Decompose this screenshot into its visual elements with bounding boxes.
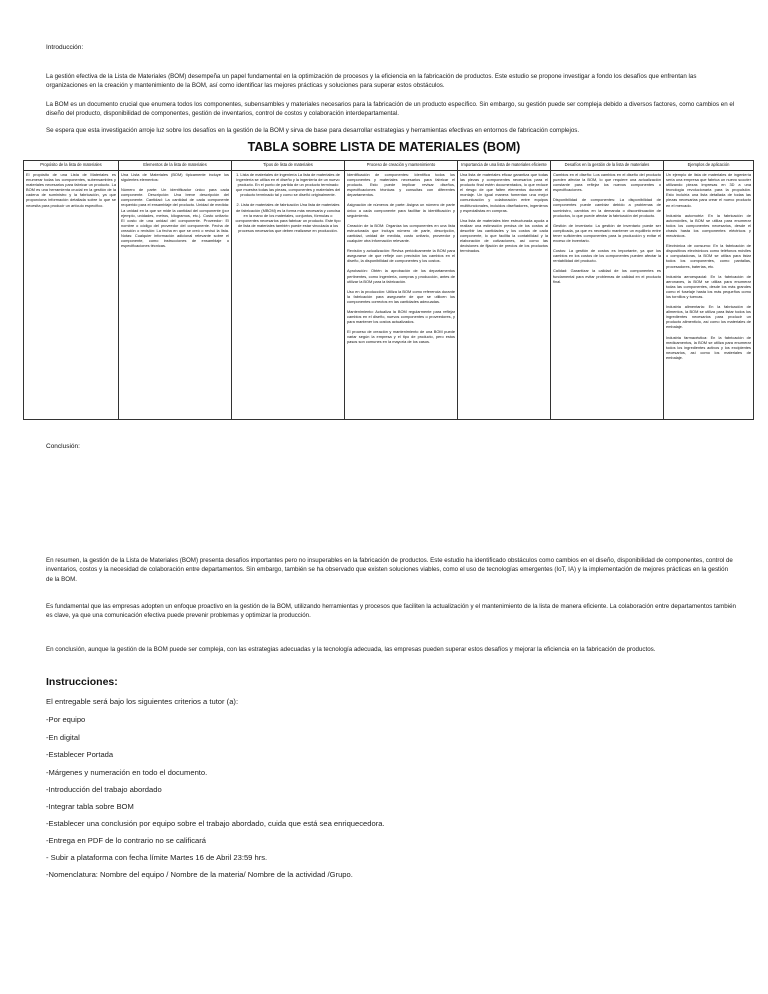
conclusion-paragraph-1: En resumen, la gestión de la Lista de Materiales (BOM) presenta desafíos importantes pero no insuperables en la fabricación de productos. Este estudio ha identificado obstáculos como cambios en el diseño, disponibilidad de componentes, control de inventarios, costos y la necesidad de colaboración entre departamentos. Sin embargo, también se ha observado que existen soluciones viables, como el uso de tecnologías emergentes (IoT, IA) y la implementación de mejores prácticas en la gestión de la BOM. <box>46 557 733 583</box>
cell-paragraph: Un ejemplo de lista de materiales de ingeniería sería una empresa que fabrica un nuevo scooter utilizando piezas impresas en 3D a una tecnología revolucionaria para la propulsión. Esto incluiría una lista detallada de todas las piezas necesarias para crear el nuevo producto en el mercado. <box>666 172 751 208</box>
cell-proposito <box>24 171 119 420</box>
conclusion-paragraph-2: Es fundamental que las empresas adopten un enfoque proactivo en la gestión de la BOM, utilizando herramientas y procesos que faciliten la actualización y el mantenimiento de la lista de manera eficiente. La colaboración entre departamentos también es clave, ya que una comunicación efectiva puede prevenir problemas y optimizar la producción. <box>46 603 736 620</box>
instruction-item: -En digital <box>46 733 80 742</box>
instruction-item: -Integrar tabla sobre BOM <box>46 802 134 811</box>
cell-paragraph: Una lista de materiales eficaz garantiza que todas las piezas y componentes necesarios para el producto final estén documentados, lo que reduce el riesgo de que falten elementos durante el montaje. Un igual manera fomentan una mejor comunicación y colaboración entre equipos multifuncionales, incluidos diseñadores, ingenieros y especialistas en compras. <box>460 172 548 213</box>
cell-tipos <box>232 171 345 420</box>
cell-paragraph: Uso en la producción: Utiliza la BOM como referencia durante la fabricación para asegurarte de que se utilicen los componentes correctos en las cantidades adecuadas. <box>347 288 455 304</box>
cell-paragraph: Industria automotriz: En la fabricación de automóviles, la BOM se utiliza para enumerar todos los componentes necesarios, desde el chasis hasta los componentes eléctricos y mecánicos. <box>666 212 751 239</box>
cell-desafios <box>551 171 664 420</box>
cell-paragraph: Creación de la BOM: Organiza los componentes en una lista estructurada que incluya número de parte, descripción, cantidad, unidad de medida, costo unitario, proveedor y cualquier otra información relevante. <box>347 222 455 244</box>
table-title: TABLA SOBRE LISTA DE MATERIALES (BOM) <box>247 140 521 154</box>
cell-paragraph: Identificación de componentes: Identifica todos los componentes y materiales necesarios para fabricar el producto. Esto puede implicar revisar diseños, especificaciones técnicas y consultas con diferentes departamentos. <box>347 172 455 198</box>
cell-paragraph: Industria farmacéutica: En la fabricación de medicamentos, la BOM se utiliza para enumerar todos los ingredientes activos y los excipientes necesarios, así como los materiales de embalaje. <box>666 334 751 360</box>
cell-paragraph: Número de parte: Un identificador único para cada componente. Descripción: Una breve descripción del componente. Cantidad: La cantidad de cada componente requerido para el ensamblaje del producto. Unidad de medida: La unidad en la que se mide la cantidad del componente (por ejemplo, unidades, metros, kilogramos, etc.). Costo unitario: El costo de una unidad del componente. Proveedor: El nombre o código del proveedor del componente. Fecha de creación o revisión: La fecha en que se creó o revisó la lista. Notas: Cualquier información adicional relevante sobre el componente, como instrucciones de ensamblaje o especificaciones técnicas. <box>121 187 229 249</box>
header-proceso: Proceso de creación y mantenimiento <box>345 161 458 171</box>
instruction-item: -Por equipo <box>46 715 86 724</box>
intro-label: Introducción: <box>46 44 84 51</box>
header-elementos: Elementos de la lista de materiales <box>119 161 232 171</box>
cell-importancia <box>458 171 551 420</box>
header-desafios: Desafíos en la gestión de la lista de materiales <box>551 161 664 171</box>
instruction-item: -Entrega en PDF de lo contrario no se calificará <box>46 836 206 845</box>
header-proposito: Propósito de la lista de materiales <box>24 161 119 171</box>
header-tipos: Tipos de lista de materiales <box>232 161 345 171</box>
cell-paragraph: El proceso de creación y mantenimiento de una BOM puede variar según la empresa y el tipo de producto, pero estos pasos son comunes en la mayoría de los casos. <box>347 329 455 345</box>
table-row <box>24 171 754 420</box>
cell-paragraph: 2. Lista de materiales de fabricación Una lista de materiales de fabricación (MBOM) es la forma más necesaria y concisa en la mano de los materiales, conjuntos, fórmulas o componentes necesarios para fabricar un producto. Este tipo de lista de materiales también puede estar vinculada a los procesos necesarios que deben realizarse en producción. <box>235 202 341 233</box>
cell-paragraph: Asignación de números de parte: Asigna un número de parte único a cada componente para facilitar la identificación y seguimiento. <box>347 202 455 218</box>
cell-paragraph: Industria alimentaria: En la fabricación de alimentos, la BOM se utiliza para listar todos los ingredientes necesarios para producir un producto alimenticio, así como los materiales de embalaje. <box>666 304 751 330</box>
cell-paragraph: Cambios en el diseño: Los cambios en el diseño del producto pueden afectar la BOM, lo que requiere una actualización constante para reflejar los nuevos componentes o especificaciones. <box>553 172 661 193</box>
cell-ejemplos <box>664 171 754 420</box>
cell-paragraph: 1. Lista de materiales de ingeniería La lista de materiales de ingeniería se utiliza en el diseño y la ingeniería de un nuevo producto. En el punto de partida de un producto terminado que muestra todas las piezas, componentes y materiales del producto terminado tal y como se diseñó originalmente. <box>235 172 341 198</box>
cell-paragraph: Industria aeroespacial: En la fabricación de aeronaves, la BOM se utiliza para enumerar todas las componentes, desde los más grandes como el fuselaje hasta los más pequeños como los tornillos y tuercas. <box>666 273 751 299</box>
table-header-row <box>24 161 754 171</box>
cell-paragraph: Una lista de materiales bien estructurada ayuda a realizar una estimación precisa de los costos al describir las cantidades y los costos de cada componente, lo que facilita la contabilidad y la elaboración de cotizaciones, así como las decisiones de fijación de precios de los productos terminados. <box>460 217 548 254</box>
instruction-item: - Subir a plataforma con fecha límite Martes 16 de Abril 23:59 hrs. <box>46 853 268 862</box>
instruction-item: El entregable será bajo los siguientes criterios a tutor (a): <box>46 697 239 706</box>
cell-paragraph: Electrónica de consumo: En la fabricación de dispositivos electrónicos como teléfonos móviles o computadoras, la BOM se utiliza para listar todos los componentes, como pantallas, procesadores, baterías, etc. <box>666 243 751 269</box>
instruction-item: -Nomenclatura: Nombre del equipo / Nombre de la materia/ Nombre de la actividad /Grupo. <box>46 870 353 879</box>
intro-paragraph-3: Se espera que esta investigación arroje luz sobre los desafíos en la gestión de la BOM y sirva de base para desarrollar estrategias y herramientas efectivas en entornos de fabricación complejos. <box>46 127 580 134</box>
cell-paragraph: Costos: La gestión de costos es importante, ya que los cambios en los costos de los componentes pueden afectar la rentabilidad del producto. <box>553 248 661 264</box>
cell-paragraph: Mantenimiento: Actualiza la BOM regularmente para reflejar cambios en el diseño, nuevos componentes o proveedores, y para mantener los costos actualizados. <box>347 308 455 325</box>
instruction-item: -Introducción del trabajo abordado <box>46 785 162 794</box>
cell-paragraph: El propósito de una Lista de Materiales es enumerar todas los componentes, subensambles y materiales necesarios para fabricar un producto. La BOM es una herramienta crucial en la gestión de la cadena de suministro y la fabricación, ya que proporciona información detallada sobre lo que se necesita para producir un artículo específico. <box>26 172 116 208</box>
bom-table <box>23 160 754 420</box>
conclusion-label: Conclusión: <box>46 443 80 450</box>
cell-paragraph: Disponibilidad de componentes: La disponibilidad de componentes puede cambiar debido a problemas de suministro, cambios en la demanda o discontinuación de productos, lo que puede afectar la fabricación del producto. <box>553 197 661 218</box>
instruction-item: -Márgenes y numeración en todo el documento. <box>46 768 208 777</box>
cell-paragraph: Aprobación: Obtén la aprobación de los departamentos pertinentes, como ingeniería, compras y producción, antes de utilizar la BOM para la fabricación. <box>347 268 455 284</box>
instruction-item: -Establecer una conclusión por equipo sobre el trabajo abordado, cuida que está sea enriquecedora. <box>46 819 385 828</box>
instruction-item: -Establecer Portada <box>46 750 114 759</box>
cell-paragraph: Una Lista de Materiales (BOM) típicamente incluye los siguientes elementos: <box>121 172 229 183</box>
intro-paragraph-2: La BOM es un documento crucial que enumera todos los componentes, subensambles y materiales necesarios para la fabricación de un producto específico. Sin embargo, su gestión puede ser compleja debido a diversos factores, como cambios en el diseño del producto, disponibilidad de componentes, gestión de inventarios, control de costos y colaboración interdepartamental. <box>46 101 735 118</box>
cell-paragraph: Calidad: Garantizar la calidad de los componentes es fundamental para evitar problemas de calidad en el producto final. <box>553 268 661 284</box>
cell-paragraph: Revisión y actualización: Revisa periódicamente la BOM para asegurarse de que refleje con precisión los cambios en el diseño, la disponibilidad de componentes y los costos. <box>347 248 455 264</box>
cell-elementos <box>119 171 232 420</box>
header-ejemplos: Ejemplos de aplicación <box>664 161 754 171</box>
intro-paragraph-1: La gestión efectiva de la Lista de Materiales (BOM) desempeña un papel fundamental en la optimización de procesos y la eficiencia en la fabricación de productos. Este estudio se propone investigar a fondo los desafíos que enfrentan las organizaciones en la creación y mantenimiento de la BOM, así como identificar las mejores prácticas y soluciones para superar estos obstáculos. <box>46 73 697 90</box>
instructions-title: Instrucciones: <box>46 676 118 688</box>
cell-proceso <box>345 171 458 420</box>
conclusion-paragraph-3: En conclusión, aunque la gestión de la BOM puede ser compleja, con las estrategias adecuadas y la tecnología adecuada, las empresas pueden superar estos desafíos y mejorar la eficiencia en la fabricación de productos. <box>46 646 656 653</box>
cell-paragraph: Gestión de inventario: La gestión de inventario puede ser complicada, ya que es necesario mantener un equilibrio entre tener suficientes componentes para la producción y evitar el exceso de inventario. <box>553 222 661 244</box>
header-importancia: Importancia de una lista de materiales eficiente <box>458 161 551 171</box>
